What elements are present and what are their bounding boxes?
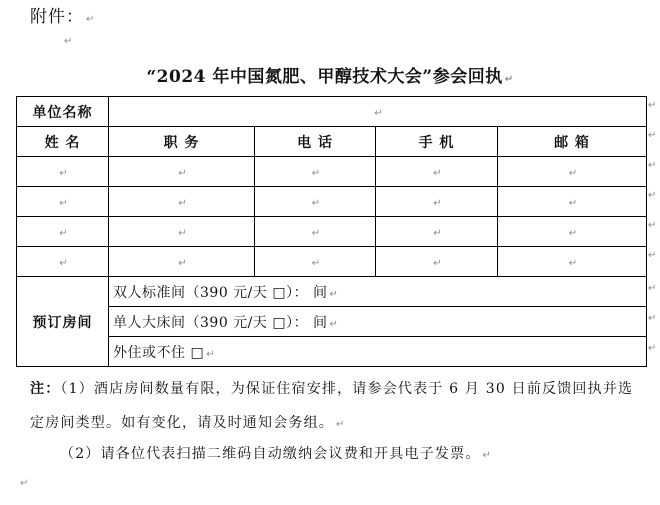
attachment-label: 附件： ↵ (30, 7, 96, 27)
name-cell[interactable]: ↵ (17, 217, 109, 247)
paragraph-mark: ↵ (64, 36, 73, 47)
email-cell[interactable]: ↵ (498, 217, 647, 247)
header-name: 姓 名 (17, 127, 109, 157)
note-1-continued: 定房间类型。如有变化，请及时通知会务组。 ↵ (30, 415, 346, 431)
phone-cell[interactable]: ↵ (255, 247, 376, 277)
table-row (17, 187, 647, 217)
position-cell[interactable]: ↵ (109, 157, 255, 187)
row-end-mark: ↵ (648, 313, 657, 324)
row-end-mark: ↵ (648, 283, 657, 294)
unit-name-input[interactable]: ↵ (109, 97, 647, 127)
header-row (17, 127, 647, 157)
table-row (17, 247, 647, 277)
header-position: 职 务 (109, 127, 255, 157)
email-cell[interactable]: ↵ (498, 247, 647, 277)
name-cell[interactable]: ↵ (17, 187, 109, 217)
mobile-cell[interactable]: ↵ (376, 157, 498, 187)
name-cell[interactable]: ↵ (17, 157, 109, 187)
document-title: “2024 年中国氮肥、甲醇技术大会”参会回执 ↵ (146, 67, 514, 87)
booking-option-none[interactable]: 外住或不住 □ ↵ (109, 337, 647, 367)
email-cell[interactable]: ↵ (498, 157, 647, 187)
header-mobile: 手 机 (376, 127, 498, 157)
mobile-cell[interactable]: ↵ (376, 247, 498, 277)
booking-option-twin[interactable]: 双人标准间（390 元/天 □）： 间 ↵ (109, 277, 647, 307)
row-end-mark: ↵ (648, 130, 657, 141)
table-row (17, 157, 647, 187)
note-2: （2）请各位代表扫描二维码自动缴纳会议费和开具电子发票。 ↵ (60, 446, 493, 462)
row-end-mark: ↵ (648, 100, 657, 111)
email-cell[interactable]: ↵ (498, 187, 647, 217)
name-cell[interactable]: ↵ (17, 247, 109, 277)
row-end-mark: ↵ (648, 160, 657, 171)
row-end-mark: ↵ (648, 220, 657, 231)
phone-cell[interactable]: ↵ (255, 157, 376, 187)
header-email: 邮 箱 (498, 127, 647, 157)
unit-name-label: 单位名称 (17, 97, 109, 127)
booking-option-king[interactable]: 单人大床间（390 元/天 □）： 间 ↵ (109, 307, 647, 337)
row-end-mark: ↵ (648, 190, 657, 201)
position-cell[interactable]: ↵ (109, 247, 255, 277)
position-cell[interactable]: ↵ (109, 217, 255, 247)
phone-cell[interactable]: ↵ (255, 217, 376, 247)
position-cell[interactable]: ↵ (109, 187, 255, 217)
table-row (17, 217, 647, 247)
row-end-mark: ↵ (648, 250, 657, 261)
row-end-mark: ↵ (648, 343, 657, 354)
paragraph-mark: ↵ (20, 478, 29, 489)
mobile-cell[interactable]: ↵ (376, 217, 498, 247)
note-1: 注：（1）酒店房间数量有限，为保证住宿安排，请参会代表于 6 月 30 日前反馈回执并选 (30, 381, 634, 397)
mobile-cell[interactable]: ↵ (376, 187, 498, 217)
phone-cell[interactable]: ↵ (255, 187, 376, 217)
registration-form-table (16, 96, 647, 367)
booking-label: 预订房间 (17, 277, 109, 367)
header-phone: 电 话 (255, 127, 376, 157)
